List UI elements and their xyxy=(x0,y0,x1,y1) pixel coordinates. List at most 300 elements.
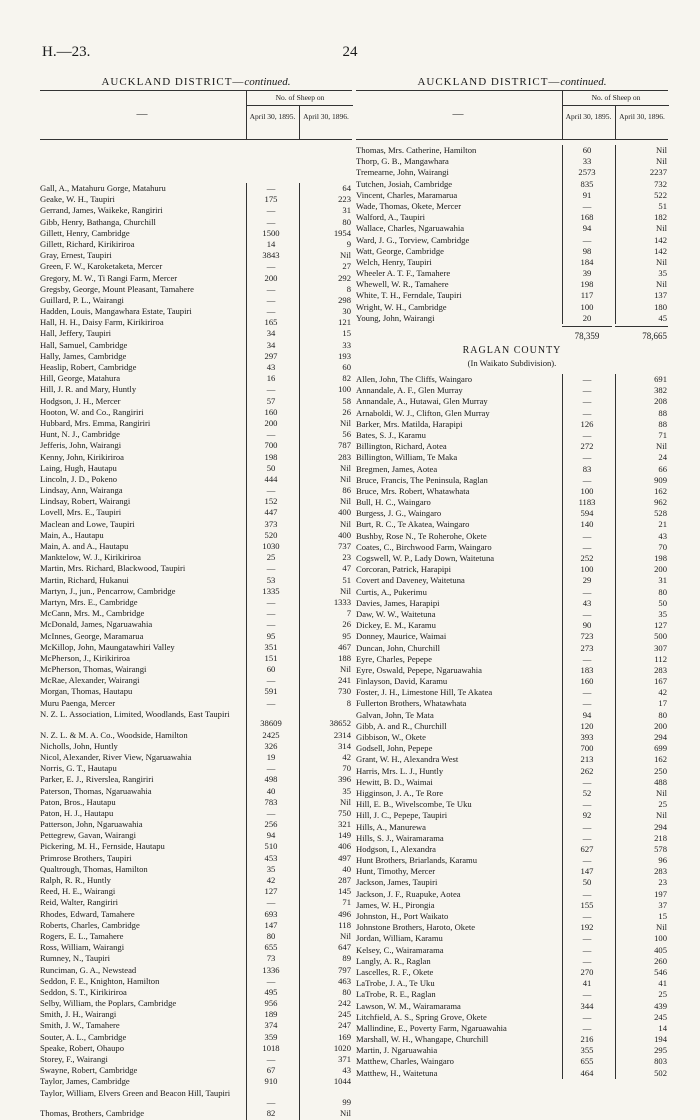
sheep-1895: 192 xyxy=(580,922,594,933)
sheep-1895: — xyxy=(582,374,592,384)
sheep-1896: 42 xyxy=(342,751,351,762)
owner-name: Nicol, Alexander, River View, Ngaruawahia xyxy=(40,751,192,762)
owner-name: James, W. H., Pirongia xyxy=(356,899,435,910)
table-row xyxy=(40,909,352,920)
table-row xyxy=(356,441,668,452)
sheep-1895: — xyxy=(266,283,276,294)
table-row xyxy=(40,608,352,619)
table-row xyxy=(40,920,352,931)
sheep-1895: 213 xyxy=(580,754,594,765)
sheep-1896: 245 xyxy=(338,1009,351,1020)
table-row xyxy=(40,194,352,205)
owner-name: Davies, James, Harapipi xyxy=(356,597,440,608)
sheep-1896: 142 xyxy=(654,234,667,245)
owner-name: Pickering, M. H., Fernside, Hautapu xyxy=(40,841,165,852)
sheep-1895: — xyxy=(582,407,592,418)
table-row xyxy=(356,643,668,654)
table-row xyxy=(356,302,668,313)
table-row xyxy=(40,597,352,608)
sheep-1896: 467 xyxy=(338,641,351,652)
sheep-1896: 1020 xyxy=(333,1042,351,1053)
sheep-1895: 591 xyxy=(264,686,278,697)
owner-name: Hubbard, Mrs. Emma, Rangiriri xyxy=(40,417,151,428)
sheep-1895: 120 xyxy=(580,720,594,731)
owner-name: Burgess, J. G., Waingaro xyxy=(356,508,442,519)
sheep-1895: 520 xyxy=(264,529,278,540)
owner-name: Bushby, Rose N., Te Roherohe, Okete xyxy=(356,530,487,541)
owner-name: Finlayson, David, Karamu xyxy=(356,676,448,687)
table-row xyxy=(356,201,668,212)
column-title-italic: continued. xyxy=(244,76,291,88)
owner-name: Hunt, N. J., Cambridge xyxy=(40,429,120,440)
sheep-1895: 1335 xyxy=(262,585,280,596)
sheep-1896: Nil xyxy=(340,664,351,675)
sheep-1895: 73 xyxy=(266,953,276,964)
sheep-1896: Nil xyxy=(656,279,667,290)
owner-name: Litchfield, A. S., Spring Grove, Okete xyxy=(356,1011,487,1022)
sheep-1896: 691 xyxy=(654,374,667,384)
sheep-1895: — xyxy=(582,832,592,843)
sheep-1896: Nil xyxy=(656,922,667,933)
table-row xyxy=(40,953,352,964)
sheep-1895: — xyxy=(582,944,592,955)
sheep-1895: 956 xyxy=(264,998,278,1009)
sheep-1896: 40 xyxy=(342,863,351,874)
table-row xyxy=(40,452,352,463)
table-row xyxy=(40,485,352,496)
owner-name: Coates, C., Birchwood Farm, Waingaro xyxy=(356,541,492,552)
owner-name: Hill, George, Matahura xyxy=(40,373,121,384)
owner-name: Rumney, N., Taupiri xyxy=(40,953,111,964)
sheep-1895: 447 xyxy=(264,507,278,518)
owner-name: McInnes, George, Maramarua xyxy=(40,630,144,641)
owner-name: Martyn, Mrs. E., Cambridge xyxy=(40,596,138,607)
sheep-1896: 406 xyxy=(338,841,351,852)
table-row xyxy=(40,864,352,875)
sheep-1895: 16 xyxy=(266,373,276,384)
owner-name: Speake, Robert, Ohaupo xyxy=(40,1042,125,1053)
owner-name: Foster, J. H., Limestone Hill, Te Akatea xyxy=(356,687,493,698)
sheep-1896: 208 xyxy=(654,396,667,407)
owner-name: Cogswell, W. P., Lady Down, Waitetuna xyxy=(356,553,495,563)
owner-name: Lovell, Mrs. E., Taupiri xyxy=(40,507,122,518)
owner-name: Main, A., Hautapu xyxy=(40,529,104,540)
table-row xyxy=(40,763,352,774)
sheep-1895: 2425 xyxy=(262,729,280,740)
sheep-1895: 393 xyxy=(580,732,594,742)
sheep-1896: 145 xyxy=(338,886,351,897)
header-name-column: — xyxy=(136,108,148,120)
sheep-1895: 355 xyxy=(580,1045,594,1056)
owner-name: McPherson, Thomas, Wairangi xyxy=(40,664,147,675)
table-row xyxy=(40,273,352,284)
sheep-1896: 245 xyxy=(654,1011,667,1022)
table-row xyxy=(356,542,668,553)
sheep-1896: 35 xyxy=(342,785,351,796)
sheep-1895: — xyxy=(582,687,592,698)
sheep-1896: Nil xyxy=(340,930,351,941)
sheep-1896: 56 xyxy=(342,429,351,440)
owner-name: McCann, Mrs. M., Cambridge xyxy=(40,608,145,619)
sheep-1895: 50 xyxy=(582,877,592,888)
sheep-1896: 50 xyxy=(658,597,667,608)
sheep-1896: Nil xyxy=(656,810,667,821)
column-title-main: AUCKLAND DISTRICT— xyxy=(101,76,245,88)
sheep-1896: 14 xyxy=(658,1022,667,1033)
owner-name: Eyre, Charles, Pepepe xyxy=(356,653,432,664)
sheep-1896: 82 xyxy=(342,373,351,384)
sheep-1896: Nil xyxy=(340,796,351,807)
sheep-1895: 140 xyxy=(580,519,594,530)
owner-name: Hill, J. C., Pepepe, Taupiri xyxy=(356,810,448,821)
owner-name: Paton, Bros., Hautapu xyxy=(40,796,116,807)
owner-name: Dickey, E. M., Karamu xyxy=(356,620,436,631)
sheep-1896: 9 xyxy=(346,238,351,249)
owner-name: Billington, William, Te Maka xyxy=(356,452,458,463)
table-row xyxy=(40,897,352,908)
table-row xyxy=(356,710,668,721)
sheep-1896: Nil xyxy=(656,223,667,234)
owner-name: Hills, A., Manurewa xyxy=(356,821,426,832)
sheep-1895: 498 xyxy=(264,774,278,785)
left-column xyxy=(40,74,352,1119)
sheep-1895: 53 xyxy=(266,574,276,585)
table-row xyxy=(40,631,352,642)
sheep-1895: 1030 xyxy=(262,541,280,551)
sheep-1895: — xyxy=(582,530,592,541)
sheep-1895: — xyxy=(266,1054,276,1065)
sheep-1896: 382 xyxy=(654,385,667,396)
sheep-1896: 321 xyxy=(338,819,351,830)
sheep-1896: Nil xyxy=(340,585,351,596)
sheep-1895: 100 xyxy=(580,564,594,575)
sheep-1896: 169 xyxy=(338,1031,351,1042)
owner-name: Primrose Brothers, Taupiri xyxy=(40,852,132,863)
owner-name: Gibb, A. and R., Churchill xyxy=(356,720,447,731)
table-row xyxy=(40,250,352,261)
owner-name: Ward, J. G., Torview, Cambridge xyxy=(356,234,470,245)
sheep-1895: 1183 xyxy=(578,497,596,508)
owner-name: Gregory, M. W., Ti Rangi Farm, Mercer xyxy=(40,272,178,283)
sheep-1896: Nil xyxy=(656,145,667,155)
owner-name: Smith, J. H., Wairangi xyxy=(40,1009,117,1020)
table-row xyxy=(356,223,668,234)
sheep-1896: 1333 xyxy=(333,596,351,607)
table-row xyxy=(356,956,668,967)
table-row xyxy=(356,508,668,519)
sheep-1895: 91 xyxy=(582,189,592,200)
table-row xyxy=(40,519,352,530)
owner-name: Vincent, Charles, Maramarua xyxy=(356,189,458,200)
sheep-1896: 298 xyxy=(338,294,351,305)
sheep-1895: 20 xyxy=(582,312,592,323)
owner-name: Lindsay, Robert, Wairangi xyxy=(40,496,131,507)
owner-name: Bull, H. C., Waingaro xyxy=(356,497,431,508)
owner-name: Heaslip, Robert, Cambridge xyxy=(40,362,137,372)
sheep-1895: 510 xyxy=(264,841,278,852)
owner-name: Hodgson, I., Alexandra xyxy=(356,843,436,854)
sheep-1895: 198 xyxy=(264,451,278,462)
owner-name: Maclean and Lowe, Taupiri xyxy=(40,518,135,529)
owner-name: Wallace, Charles, Ngaruawahia xyxy=(356,223,465,234)
table-row xyxy=(356,167,668,178)
sheep-1895: 90 xyxy=(582,620,592,631)
sheep-1895: 19 xyxy=(266,751,276,762)
table-row xyxy=(40,998,352,1009)
table-row xyxy=(40,1009,352,1020)
sheep-1895: — xyxy=(266,563,276,574)
sheep-1896: 70 xyxy=(658,541,667,552)
owner-name: Gibbison, W., Okete xyxy=(356,732,426,742)
sheep-1895: 95 xyxy=(266,630,276,641)
sheep-1896: 88 xyxy=(658,407,667,418)
sheep-1896: 307 xyxy=(654,642,667,653)
owner-name: Seddon, S. T., Kirikiriroa xyxy=(40,986,127,997)
sheep-1896: 2237 xyxy=(649,167,667,178)
owner-name: Jefferis, John, Wairangi xyxy=(40,440,122,451)
sheep-1896: 396 xyxy=(338,774,351,785)
sheep-1895: 700 xyxy=(264,440,278,451)
sheep-1896: 86 xyxy=(342,485,351,496)
table-row xyxy=(40,261,352,272)
sheep-1895: 147 xyxy=(580,866,594,877)
sheep-1895: 464 xyxy=(580,1067,594,1078)
owner-name: Arnaboldi, W. J., Clifton, Glen Murray xyxy=(356,407,490,418)
owner-name: Wheeler A. T. F., Tamahere xyxy=(356,268,451,279)
table-header xyxy=(356,90,668,140)
sheep-1895: 351 xyxy=(264,641,278,652)
owner-name: White, T. H., Ferndale, Taupiri xyxy=(356,290,462,301)
sheep-1895: 100 xyxy=(580,301,594,312)
sheep-1896: 400 xyxy=(338,529,351,540)
sheep-1895: 117 xyxy=(580,290,594,301)
table-row xyxy=(40,830,352,841)
owner-name: Hewitt, B. D., Waimai xyxy=(356,776,433,787)
sheep-1895: 453 xyxy=(264,852,278,863)
owner-name: Johnston, H., Port Waikato xyxy=(356,911,449,921)
table-row xyxy=(356,190,668,201)
owner-name: Taylor, James, Cambridge xyxy=(40,1076,130,1087)
table-row xyxy=(40,797,352,808)
sheep-1896: 31 xyxy=(658,575,667,586)
table-row xyxy=(40,217,352,228)
sheep-1896: Nil xyxy=(340,473,351,484)
sheep-1896: 283 xyxy=(338,451,351,462)
sheep-1895: — xyxy=(266,485,276,496)
sheep-1895: 168 xyxy=(580,212,594,223)
sheep-1896: Nil xyxy=(340,250,351,261)
owner-name: Bruce, Mrs. Robert, Whatawhata xyxy=(356,485,470,496)
table-row xyxy=(356,900,668,911)
table-row xyxy=(40,1065,352,1076)
table-row xyxy=(356,268,668,279)
table-row xyxy=(356,156,668,167)
table-row xyxy=(40,530,352,541)
sheep-1895: 43 xyxy=(582,597,592,608)
sheep-1895: — xyxy=(582,452,592,463)
owner-name: Hall, Jeffery, Taupiri xyxy=(40,328,112,339)
table-row xyxy=(356,766,668,777)
table-row xyxy=(356,933,668,944)
owner-name: Young, John, Wairangi xyxy=(356,312,435,323)
owner-name: Jackson, James, Taupiri xyxy=(356,877,438,888)
sheep-1896: 38652 xyxy=(329,718,351,729)
owner-name: Ralph, R. R., Huntly xyxy=(40,875,111,886)
table-row xyxy=(356,1023,668,1034)
table-row xyxy=(356,1068,668,1079)
sheep-1895: 344 xyxy=(580,1000,594,1011)
table-row xyxy=(356,419,668,430)
sheep-1895: 160 xyxy=(580,676,594,687)
sheep-1895: 200 xyxy=(264,417,278,428)
sheep-1895: — xyxy=(582,396,592,407)
right-column xyxy=(356,74,668,1078)
sheep-1896: 8 xyxy=(346,697,351,708)
sheep-1895: 444 xyxy=(264,473,278,484)
sheep-1896: 283 xyxy=(654,866,667,877)
sheep-1895: — xyxy=(266,975,276,986)
owner-name: Lindsay, Ann, Wairanga xyxy=(40,485,123,496)
table-row xyxy=(40,575,352,586)
sheep-1896: 43 xyxy=(342,1065,351,1076)
page-number: 24 xyxy=(342,44,358,60)
sheep-1895: 40 xyxy=(266,785,276,796)
sheep-1896: 1044 xyxy=(333,1076,351,1087)
table-row xyxy=(356,1001,668,1012)
table-row xyxy=(40,1054,352,1065)
owner-name: Bates, S. J., Karamu xyxy=(356,429,426,440)
owner-name: Hodgson, J. H., Mercer xyxy=(40,395,121,406)
header-year-1896: April 30, 1896. xyxy=(299,105,352,139)
sheep-1896: 80 xyxy=(342,216,351,227)
owner-name: Hills, S. J., Wairamarama xyxy=(356,832,444,843)
sheep-1896: 194 xyxy=(654,1034,667,1045)
section-heading: RAGLAN COUNTY xyxy=(462,345,562,356)
table-row xyxy=(40,808,352,819)
owner-name: LaTrobe, J. A., Te Uku xyxy=(356,978,435,989)
sheep-1896: 31 xyxy=(342,205,351,216)
sheep-1895: — xyxy=(582,955,592,966)
table-row xyxy=(356,564,668,575)
table-row xyxy=(40,295,352,306)
owner-name: Matthew, H., Waitetuna xyxy=(356,1067,438,1078)
owner-name: Higginson, J. A., Te Rore xyxy=(356,787,444,798)
sheep-1896: 200 xyxy=(654,720,667,731)
table-row xyxy=(356,374,668,385)
table-row xyxy=(40,942,352,953)
sheep-1896: 797 xyxy=(338,964,351,975)
sheep-1895: — xyxy=(266,429,276,440)
sheep-1896: 15 xyxy=(342,328,351,339)
table-row xyxy=(356,799,668,810)
owner-name: Rogers, E. L., Tamahere xyxy=(40,930,124,941)
sheep-1896: 23 xyxy=(342,552,351,563)
table-row xyxy=(40,328,352,339)
sheep-1896: 51 xyxy=(342,574,351,585)
table-row xyxy=(356,665,668,676)
sheep-1895: 165 xyxy=(264,317,278,328)
owner-name: Martin, Richard, Hukanui xyxy=(40,574,129,585)
sheep-1896: 803 xyxy=(654,1056,667,1067)
owner-name: Gillett, Henry, Cambridge xyxy=(40,227,130,238)
table-row xyxy=(356,235,668,246)
page-header xyxy=(42,44,658,64)
owner-name: Thorp, G. B., Mangawhara xyxy=(356,156,449,167)
sheep-1896: 463 xyxy=(338,975,351,986)
sheep-1895: — xyxy=(266,763,276,774)
sheep-1895: 1018 xyxy=(262,1042,280,1053)
sheep-1895: 3843 xyxy=(262,250,280,261)
table-row xyxy=(40,886,352,897)
owner-name: Gibb, Henry, Bathanga, Churchill xyxy=(40,216,156,227)
sheep-1896: 23 xyxy=(658,877,667,888)
sheep-1895: 60 xyxy=(266,664,276,675)
sheep-1896: 197 xyxy=(654,888,667,899)
owner-name: Annandale, A., Hutawai, Glen Murray xyxy=(356,396,488,407)
column-title xyxy=(356,74,668,90)
table-row xyxy=(356,497,668,508)
sheep-1895: 92 xyxy=(582,810,592,821)
sheep-1896: 699 xyxy=(654,743,667,754)
table-row xyxy=(356,698,668,709)
table-row xyxy=(356,587,668,598)
sheep-1895: 693 xyxy=(264,908,278,919)
sheep-1895: — xyxy=(582,653,592,664)
owner-name: Hall, Samuel, Cambridge xyxy=(40,339,128,350)
table-row xyxy=(356,519,668,530)
sheep-1895: 14 xyxy=(266,238,276,249)
sheep-1896: 162 xyxy=(654,754,667,765)
sheep-1896: 58 xyxy=(342,395,351,406)
sheep-1895: 198 xyxy=(580,279,594,290)
table-row xyxy=(356,833,668,844)
table-row xyxy=(40,1043,352,1054)
table-row xyxy=(356,945,668,956)
sheep-1896: 200 xyxy=(654,564,667,575)
sheep-1896: 295 xyxy=(654,1045,667,1056)
sheep-1896: 45 xyxy=(658,312,667,323)
sheep-1895: 835 xyxy=(580,178,594,189)
owner-name: Martyn, J., jun., Pencarrow, Cambridge xyxy=(40,585,176,596)
sheep-1895: 155 xyxy=(580,899,594,910)
table-row xyxy=(356,475,668,486)
owner-name: Duncan, John, Churchill xyxy=(356,642,441,653)
table-row xyxy=(40,774,352,785)
owner-name: Pettegrew, Gavan, Wairangi xyxy=(40,830,136,841)
sheep-1896: 43 xyxy=(658,530,667,541)
table-row xyxy=(356,810,668,821)
sheep-1895: — xyxy=(582,799,592,810)
table-row xyxy=(356,743,668,754)
sheep-1895: — xyxy=(582,586,592,597)
table-row xyxy=(356,408,668,419)
table-row xyxy=(356,676,668,687)
table-row xyxy=(356,553,668,564)
owner-name: Thomas, Brothers, Cambridge xyxy=(40,1108,145,1119)
sheep-1896: 528 xyxy=(654,508,667,519)
table-row xyxy=(356,877,668,888)
table-row xyxy=(356,822,668,833)
sheep-1896: 578 xyxy=(654,843,667,854)
sheep-1895: — xyxy=(266,1097,276,1108)
sheep-1896: 35 xyxy=(658,268,667,279)
sheep-1896: 71 xyxy=(658,429,667,440)
owner-name: Wade, Thomas, Okete, Mercer xyxy=(356,200,462,211)
sheep-1895: 374 xyxy=(264,1020,278,1031)
sheep-1895: — xyxy=(266,619,276,630)
table-row xyxy=(356,967,668,978)
owner-name: Barker, Mrs. Matilda, Harapipi xyxy=(356,418,463,429)
